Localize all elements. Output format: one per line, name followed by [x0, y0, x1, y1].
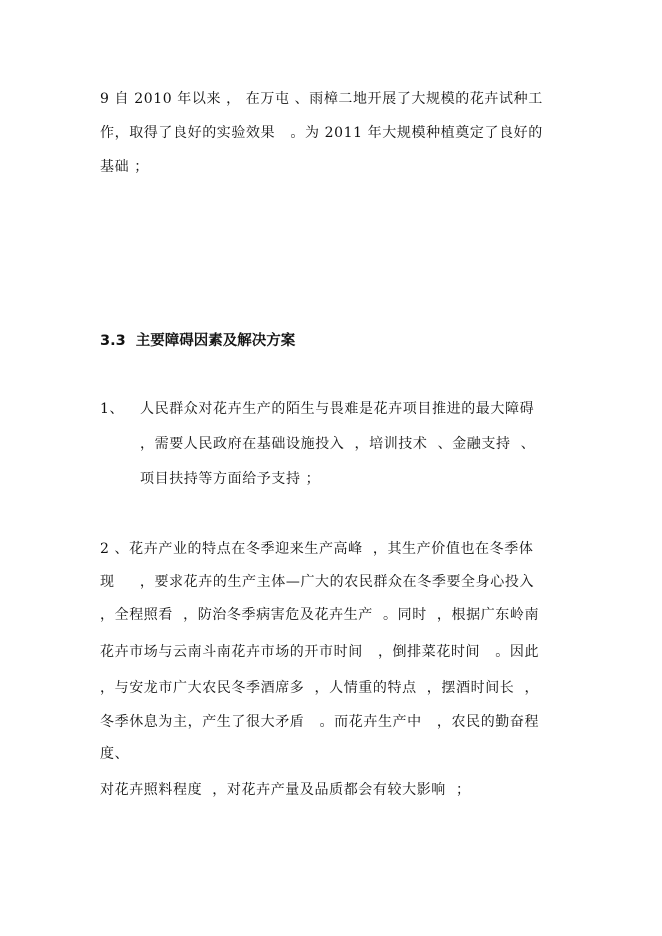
section-heading: 3.3 主要障碍因素及解决方案: [100, 333, 296, 349]
item2-line-5: ，与安龙市广大农民冬季酒席多 ，人情重的特点 ，摆酒时间长 ，: [100, 680, 540, 696]
item2-line-7: 度、: [100, 746, 130, 762]
item1-line-2: ，需要人民政府在基础设施投入 ，培训技术 、金融支持 、: [140, 436, 536, 452]
item2-line-6: 冬季休息为主，产生了很大矛盾 。而花卉生产中 ，农民的勤奋程: [100, 714, 540, 730]
intro-line-3: 基础 ；: [100, 159, 149, 175]
item1-line-3: 项目扶持等方面给予支持 ；: [140, 471, 321, 487]
item2-line-8: 对花卉照料程度 ，对花卉产量及品质都会有较大影响 ；: [100, 782, 471, 798]
item1-line-1: 人民群众对花卉生产的陌生与畏难是花卉项目推进的最大障碍: [140, 401, 535, 417]
item2-line-4: 花卉市场与云南斗南花卉市场的开市时间 ，倒排菜花时间 。因此: [100, 644, 540, 660]
intro-line-2: 作，取得了良好的实验效果 。为 2011 年大规模种植奠定了良好的: [100, 125, 543, 141]
item2-line-1: 2 、花卉产业的特点在冬季迎来生产高峰 ，其生产价值也在冬季体: [100, 541, 534, 557]
item2-line-3: ，全程照看 ，防治冬季病害危及花卉生产 。同时 ，根据广东岭南: [100, 607, 540, 623]
item2-line-2: 现 ，要求花卉的生产主体—广大的农民群众在冬季要全身心投入: [100, 574, 535, 590]
item1-marker: 1、: [100, 401, 125, 417]
intro-line-1: 9 自 2010 年以来 ， 在万屯 、雨樟二地开展了大规模的花卉试种工: [100, 91, 543, 107]
